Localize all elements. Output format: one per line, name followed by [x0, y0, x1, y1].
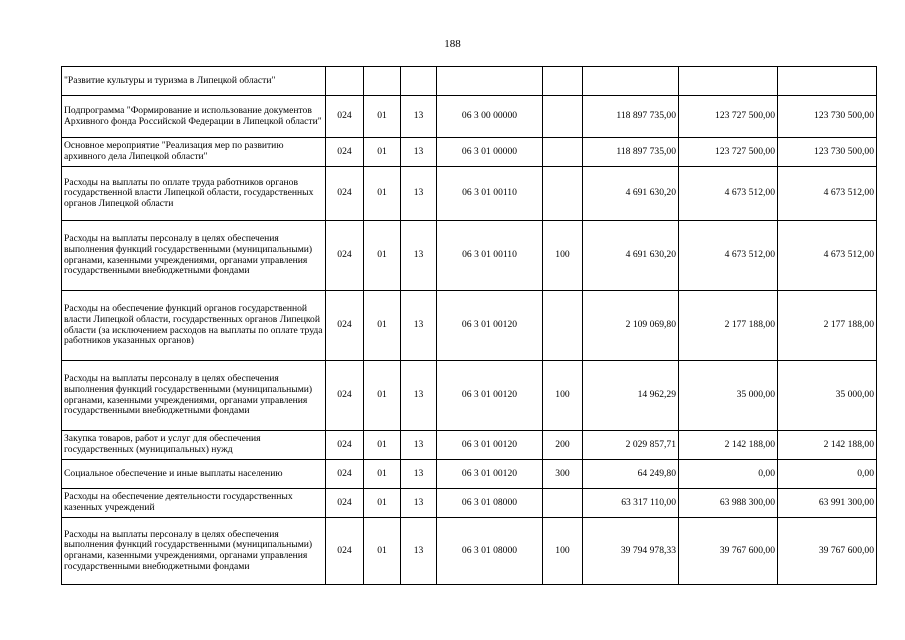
ministry-code-cell: 024	[326, 167, 364, 221]
ministry-code-cell: 024	[326, 361, 364, 431]
target-item-code-cell: 06 3 01 00120	[437, 361, 543, 431]
section-code-cell: 01	[364, 221, 401, 291]
ministry-code-cell: 024	[326, 138, 364, 167]
amount-year3-cell: 63 991 300,00	[778, 489, 877, 518]
subsection-code-cell: 13	[401, 96, 437, 138]
subsection-code-cell: 13	[401, 361, 437, 431]
ministry-code-cell: 024	[326, 221, 364, 291]
section-code-cell: 01	[364, 361, 401, 431]
row-name-cell: Расходы на выплаты персоналу в целях обеспечения выполнения функций государственными (муниципальными) органами, казенными учреждениями, органами управления государственными внебюджетными фондами	[62, 361, 326, 431]
target-item-code-cell: 06 3 01 00110	[437, 167, 543, 221]
expense-type-code-cell	[543, 138, 583, 167]
amount-year1-cell: 39 794 978,33	[583, 518, 679, 585]
expense-type-code-cell: 300	[543, 460, 583, 489]
target-item-code-cell: 06 3 01 08000	[437, 489, 543, 518]
amount-year3-cell: 0,00	[778, 460, 877, 489]
section-code-cell: 01	[364, 489, 401, 518]
target-item-code-cell: 06 3 00 00000	[437, 96, 543, 138]
subsection-code-cell	[401, 67, 437, 96]
amount-year3-cell: 2 177 188,00	[778, 291, 877, 361]
ministry-code-cell: 024	[326, 96, 364, 138]
table-row	[62, 291, 877, 361]
amount-year2-cell: 2 142 188,00	[679, 431, 778, 460]
amount-year1-cell: 118 897 735,00	[583, 138, 679, 167]
amount-year3-cell: 35 000,00	[778, 361, 877, 431]
table-row	[62, 431, 877, 460]
amount-year3-cell: 4 673 512,00	[778, 221, 877, 291]
amount-year2-cell: 4 673 512,00	[679, 221, 778, 291]
target-item-code-cell: 06 3 01 00000	[437, 138, 543, 167]
section-code-cell: 01	[364, 96, 401, 138]
ministry-code-cell: 024	[326, 291, 364, 361]
target-item-code-cell: 06 3 01 08000	[437, 518, 543, 585]
table-row	[62, 96, 877, 138]
row-name-cell: "Развитие культуры и туризма в Липецкой области"	[62, 67, 326, 96]
section-code-cell: 01	[364, 138, 401, 167]
subsection-code-cell: 13	[401, 518, 437, 585]
budget-table	[61, 66, 877, 585]
amount-year2-cell: 63 988 300,00	[679, 489, 778, 518]
section-code-cell: 01	[364, 518, 401, 585]
expense-type-code-cell: 100	[543, 221, 583, 291]
target-item-code-cell: 06 3 01 00110	[437, 221, 543, 291]
amount-year1-cell: 63 317 110,00	[583, 489, 679, 518]
amount-year1-cell: 14 962,29	[583, 361, 679, 431]
target-item-code-cell: 06 3 01 00120	[437, 291, 543, 361]
amount-year2-cell: 2 177 188,00	[679, 291, 778, 361]
subsection-code-cell: 13	[401, 138, 437, 167]
table-row	[62, 518, 877, 585]
amount-year2-cell: 4 673 512,00	[679, 167, 778, 221]
section-code-cell: 01	[364, 167, 401, 221]
table-row	[62, 67, 877, 96]
amount-year1-cell: 4 691 630,20	[583, 221, 679, 291]
amount-year2-cell	[679, 67, 778, 96]
section-code-cell: 01	[364, 291, 401, 361]
table-body	[62, 67, 877, 585]
row-name-cell: Расходы на обеспечение деятельности государственных казенных учреждений	[62, 489, 326, 518]
section-code-cell	[364, 67, 401, 96]
amount-year1-cell: 118 897 735,00	[583, 96, 679, 138]
amount-year2-cell: 0,00	[679, 460, 778, 489]
table-row	[62, 221, 877, 291]
expense-type-code-cell: 100	[543, 518, 583, 585]
row-name-cell: Расходы на выплаты по оплате труда работников органов государственной власти Липецкой области, государственных органов Липецкой области	[62, 167, 326, 221]
amount-year1-cell: 2 029 857,71	[583, 431, 679, 460]
amount-year2-cell: 39 767 600,00	[679, 518, 778, 585]
expense-type-code-cell	[543, 489, 583, 518]
ministry-code-cell: 024	[326, 460, 364, 489]
row-name-cell: Расходы на выплаты персоналу в целях обеспечения выполнения функций государственными (муниципальными) органами, казенными учреждениями, органами управления государственными внебюджетными фондами	[62, 518, 326, 585]
subsection-code-cell: 13	[401, 460, 437, 489]
amount-year3-cell: 39 767 600,00	[778, 518, 877, 585]
subsection-code-cell: 13	[401, 221, 437, 291]
table-row	[62, 138, 877, 167]
row-name-cell: Расходы на выплаты персоналу в целях обеспечения выполнения функций государственными (муниципальными) органами, казенными учреждениями, органами управления государственными внебюджетными фондами	[62, 221, 326, 291]
expense-type-code-cell	[543, 167, 583, 221]
amount-year3-cell: 4 673 512,00	[778, 167, 877, 221]
expense-type-code-cell: 200	[543, 431, 583, 460]
amount-year2-cell: 35 000,00	[679, 361, 778, 431]
expense-type-code-cell	[543, 67, 583, 96]
amount-year3-cell: 123 730 500,00	[778, 138, 877, 167]
section-code-cell: 01	[364, 460, 401, 489]
row-name-cell: Расходы на обеспечение функций органов государственной власти Липецкой области, государственных органов Липецкой области (за исключением расходов на выплаты по оплате труда работников указанных органов)	[62, 291, 326, 361]
ministry-code-cell	[326, 67, 364, 96]
table-row	[62, 361, 877, 431]
subsection-code-cell: 13	[401, 167, 437, 221]
amount-year1-cell	[583, 67, 679, 96]
amount-year1-cell: 4 691 630,20	[583, 167, 679, 221]
target-item-code-cell	[437, 67, 543, 96]
table-row	[62, 167, 877, 221]
target-item-code-cell: 06 3 01 00120	[437, 431, 543, 460]
subsection-code-cell: 13	[401, 431, 437, 460]
subsection-code-cell: 13	[401, 489, 437, 518]
expense-type-code-cell: 100	[543, 361, 583, 431]
amount-year3-cell: 123 730 500,00	[778, 96, 877, 138]
subsection-code-cell: 13	[401, 291, 437, 361]
section-code-cell: 01	[364, 431, 401, 460]
expense-type-code-cell	[543, 96, 583, 138]
row-name-cell: Подпрограмма "Формирование и использование документов Архивного фонда Российской Федерации в Липецкой области"	[62, 96, 326, 138]
ministry-code-cell: 024	[326, 489, 364, 518]
row-name-cell: Закупка товаров, работ и услуг для обеспечения государственных (муниципальных) нужд	[62, 431, 326, 460]
table-row	[62, 460, 877, 489]
amount-year2-cell: 123 727 500,00	[679, 96, 778, 138]
amount-year3-cell	[778, 67, 877, 96]
amount-year3-cell: 2 142 188,00	[778, 431, 877, 460]
expense-type-code-cell	[543, 291, 583, 361]
row-name-cell: Основное мероприятие "Реализация мер по развитию архивного дела Липецкой области"	[62, 138, 326, 167]
amount-year2-cell: 123 727 500,00	[679, 138, 778, 167]
amount-year1-cell: 2 109 069,80	[583, 291, 679, 361]
target-item-code-cell: 06 3 01 00120	[437, 460, 543, 489]
row-name-cell: Социальное обеспечение и иные выплаты населению	[62, 460, 326, 489]
page-number: 188	[444, 38, 461, 50]
ministry-code-cell: 024	[326, 431, 364, 460]
table-row	[62, 489, 877, 518]
ministry-code-cell: 024	[326, 518, 364, 585]
amount-year1-cell: 64 249,80	[583, 460, 679, 489]
